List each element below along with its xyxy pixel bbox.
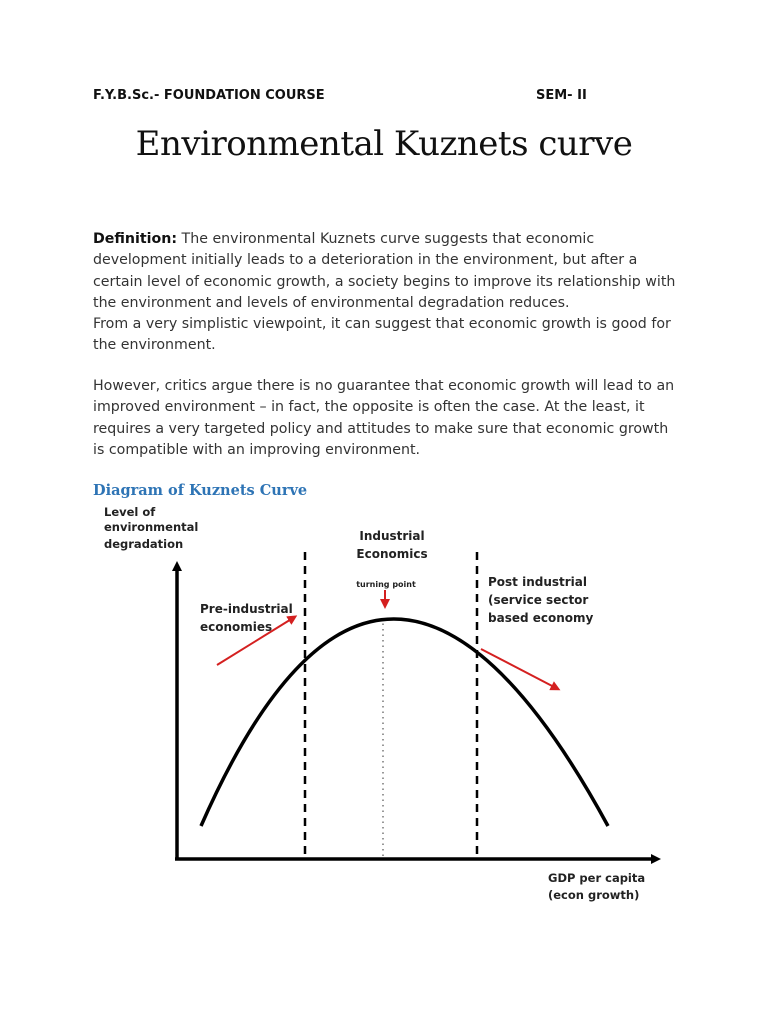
turning-point-label: turning point <box>356 580 416 589</box>
definition-paragraph <box>93 229 683 357</box>
pre-industrial-label-line1: Pre-industrial <box>200 602 293 616</box>
page-title: Environmental Kuznets curve <box>135 124 633 164</box>
definition-label: Definition: <box>93 231 178 247</box>
diagram-heading: Diagram of Kuznets Curve <box>93 482 308 499</box>
criticism-text: However, critics argue there is no guarantee that economic growth will lead to an improved environment – in fact, the opposite is often the case. At the least, it requires a very targeted policy and attitudes to make sure that economic growth is compatible with an improving environment. <box>93 378 675 458</box>
semester-label: SEM- II <box>536 88 587 103</box>
post-industrial-arrow <box>481 649 556 688</box>
definition-text: The environmental Kuznets curve suggests that economic development initially leads to a deterioration in the environment, but after a certain level of economic growth, a society begins to improve its relationship with the environment and levels of environmental degradation reduces. <box>93 231 676 311</box>
industrial-label-line2: Economics <box>356 547 428 561</box>
kuznets-curve <box>201 619 608 826</box>
pre-industrial-label-line2: economies <box>200 620 273 634</box>
y-axis-label-line3: degradation <box>104 537 184 551</box>
kuznets-diagram <box>0 500 768 920</box>
x-axis-label-line2: (econ growth) <box>548 888 640 902</box>
course-title: F.Y.B.Sc.- FOUNDATION COURSE <box>93 88 325 103</box>
document-header <box>93 88 613 103</box>
definition-text-2: From a very simplistic viewpoint, it can suggest that economic growth is good for the environment. <box>93 316 671 354</box>
criticism-paragraph <box>93 376 683 461</box>
post-industrial-label-line3: based economy <box>488 611 594 625</box>
post-industrial-label-line1: Post industrial <box>488 575 588 589</box>
x-axis-label-line1: GDP per capita <box>548 871 646 885</box>
y-axis-label-line1: Level of <box>104 505 156 519</box>
y-axis-label-line2: environmental <box>104 520 199 534</box>
industrial-label-line1: Industrial <box>359 529 425 543</box>
post-industrial-label-line2: (service sector <box>488 593 589 607</box>
